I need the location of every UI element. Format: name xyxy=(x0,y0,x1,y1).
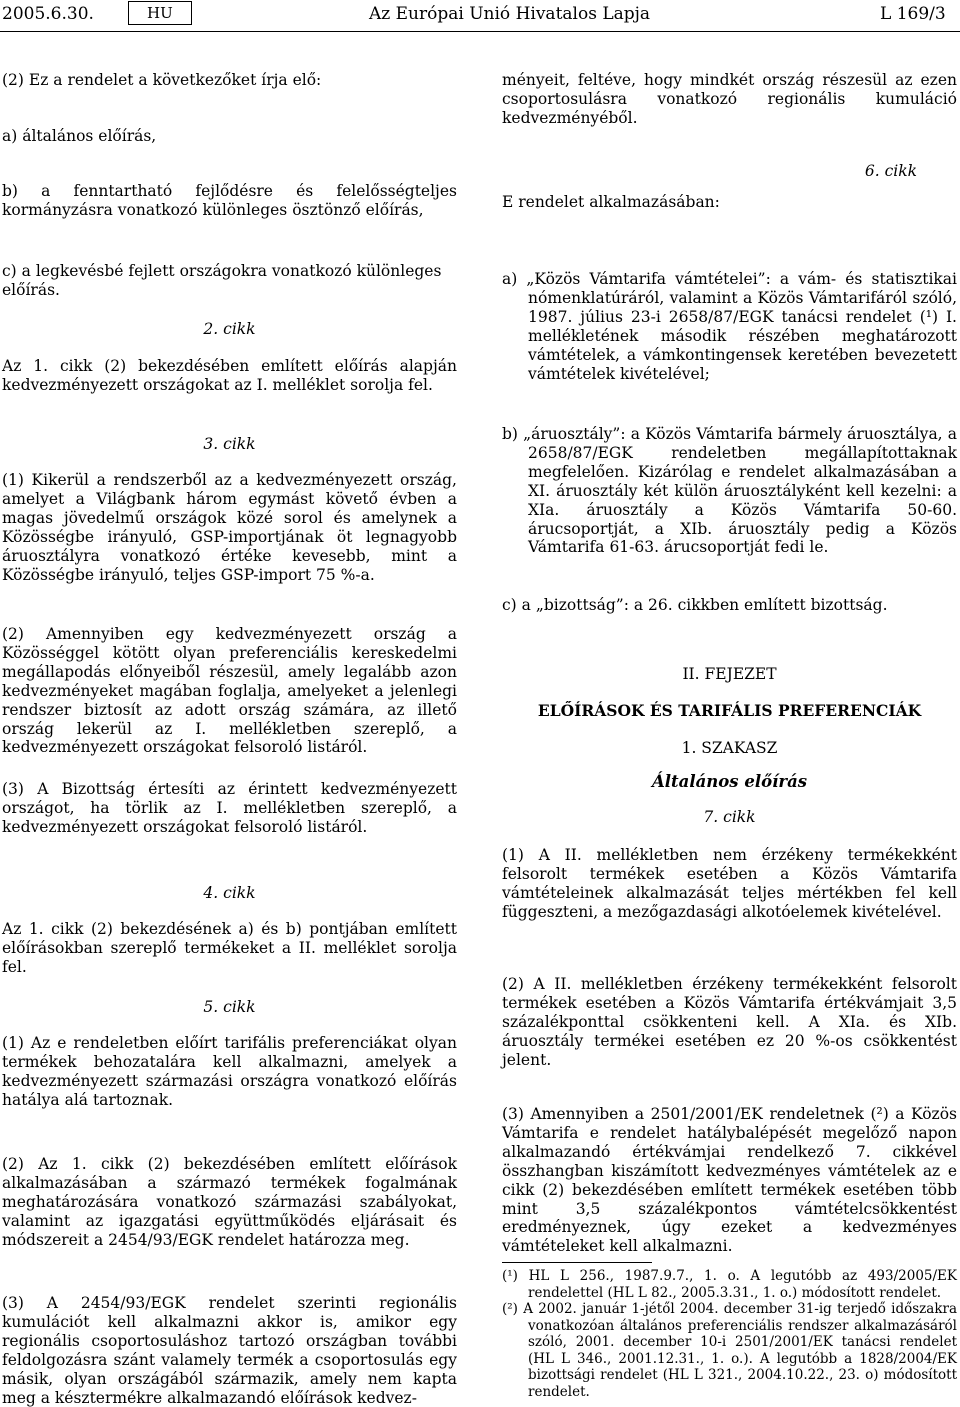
article-4-heading: 4. cikk xyxy=(203,884,256,902)
article-5-para-1: (1) Az e rendeletben előírt tarifális preferenciákat olyan termékek behozatalára kell alkalmazni, amelyek a kedvezményezett származási országra vonatkozó előírás hatálya alá tartoznak. xyxy=(2,1034,457,1109)
section-title: Általános előírás xyxy=(651,772,808,791)
journal-title: Az Európai Unió Hivatalos Lapja xyxy=(369,4,651,24)
left-col-b: b) a fenntartható fejlődésre és felelősségteljes kormányzásra vonatkozó különleges ösztönző előírás, xyxy=(2,182,457,219)
article-5-para-3: (3) A 2454/93/EGK rendelet szerinti regionális kumulációt kell alkalmazni akkor is, amikor egy regionális csoportosuláshoz tartozó országban további feldolgozásra szánt valamely termék a csoportosulás egy másik, olyan országából származik, amely nem kapta meg a késztermékre alkalmazandó előírások kedvez- xyxy=(2,1294,457,1407)
article-6-def-a: a) „Közös Vámtarifa vámtételei”: a vám- és statisztikai nómenklatúráról, valamint a Közös Vámtarifáról szóló, 1987. július 23-i 2658/87/EGK tanácsi rendelet (¹) I. mellékletének második részében meghatározott vámtételek, a vámkontingensek keretében bevezetett vámtételek kivételével; xyxy=(502,270,957,383)
article-7-para-1: (1) A II. mellékletben nem érzékeny termékekként felsorolt termékek esetében a Közös Vámtarifa vámtételeinek alkalmazását teljes mértékben fel kell függeszteni, a mezőgazdasági alkotóelemek kivételével. xyxy=(502,846,957,921)
article-3-para-1: (1) Kikerül a rendszerből az a kedvezményezett ország, amelyet a Világbank három egymást követő évben a magas jövedelmű országok közé sorol és amelynek a Közösségbe irányuló, GSP-importjának öt legnagyobb áruosztályra vonatkozó értéke kevesebb, mint a Közösségbe irányuló, teljes GSP-import 75 %-a. xyxy=(2,471,457,584)
language-badge: HU xyxy=(128,1,192,25)
article-6-def-b: b) „áruosztály”: a Közös Vámtarifa bármely áruosztálya, a 2658/87/EGK rendeletben megállapítottaknak megfelelően. Kizárólag e rendelet alkalmazásában a XI. áruosztály két külön áruosztályként kell kezelni: a XIa. áruosztály a Közös Vámtarifa 50-60. árucsoportját, a XIb. áruosztály pedig a Közös Vámtarifa 61-63. árucsoportját fedi le. xyxy=(502,425,957,557)
chapter-heading: II. FEJEZET xyxy=(682,665,777,683)
page-number: L 169/3 xyxy=(880,4,946,24)
article-5-heading: 5. cikk xyxy=(203,998,256,1016)
article-4-text: Az 1. cikk (2) bekezdésének a) és b) pontjában említett előírásokban szereplő termékeket a II. melléklet sorolja fel. xyxy=(2,920,457,976)
section-heading: 1. SZAKASZ xyxy=(681,739,778,757)
article-7-para-3: (3) Amennyiben a 2501/2001/EK rendeletnek (²) a Közös Vámtarifa e rendelet hatálybalépését megelőző napon alkalmazandó értékvámjai rendelkező 7. cikkével összhangban kiszámított kedvezményes vámtételek az e cikk (2) bekezdésében említett termékek esetében több mint 3,5 százalékpontos vámtételcsökkentést eredményeznek, úgy ezeket a kedvezményes vámtételeket kell alkalmazni. xyxy=(502,1105,957,1256)
left-col-a: a) általános előírás, xyxy=(2,127,157,145)
article-6-heading: 6. cikk xyxy=(864,162,917,180)
footnote-2: (²) A 2002. január 1-jétől 2004. december 31-ig terjedő időszakra vonatkozóan általános preferenciális rendszer alkalmazásáról szóló, 2001. december 10-i 2501/2001/EK tanácsi rendelet (HL L 346., 2001.12.31., 1. o.). A legutóbb a 1828/2004/EK bizottsági rendelet (HL L 321., 2004.10.22., 23. o) módosított rendelet. xyxy=(502,1301,957,1400)
article-3-para-2: (2) Amennyiben egy kedvezményezett ország a Közösséggel kötött olyan preferenciális kereskedelmi megállapodás előnyeiből részesül, amely legalább azon kedvezményeket magában foglalja, amelyeket a jelenlegi rendszer biztosít az adott ország számára, az illető ország lekerül az I. mellékletben szereplő, a kedvezményezett országokat felsoroló listáról. xyxy=(2,625,457,757)
article-3-para-3: (3) A Bizottság értesíti az érintett kedvezményezett országot, ha törlik az I. mellékletben szereplő, a kedvezményezett országokat felsoroló listáról. xyxy=(2,780,457,836)
right-col-continuation: ményeit, feltéve, hogy mindkét ország részesül az ezen csoportosulásra vonatkozó regionális kumuláció kedvezményéből. xyxy=(502,71,957,127)
article-2-text: Az 1. cikk (2) bekezdésében említett előírás alapján kedvezményezett országokat az I. melléklet sorolja fel. xyxy=(2,357,457,394)
chapter-title: ELŐÍRÁSOK ÉS TARIFÁLIS PREFERENCIÁK xyxy=(537,701,922,720)
article-5-para-2: (2) Az 1. cikk (2) bekezdésében említett előírások alkalmazásában a származó termékek fogalmának meghatározására vonatkozó származási szabályokat, valamint az igazgatási együttműködés eljárásait és módszereit a 2454/93/EGK rendelet határozza meg. xyxy=(2,1155,457,1249)
left-col-c: c) a legkevésbé fejlett országokra vonatkozó különleges előírás. xyxy=(2,262,442,299)
header-date: 2005.6.30. xyxy=(2,4,94,24)
article-6-def-c: c) a „bizottság”: a 26. cikkben említett bizottság. xyxy=(502,596,888,614)
page-header xyxy=(0,1,960,25)
article-7-para-2: (2) A II. mellékletben érzékeny termékekként felsorolt termékek esetében a Közös Vámtarifa értékvámjait 3,5 százalékponttal csökkenteni kell. A XIa. és XIb. áruosztály termékei esetében ez 20 %-os csökkentést jelent. xyxy=(502,975,957,1069)
article-3-heading: 3. cikk xyxy=(203,435,256,453)
footnote-rule xyxy=(502,1262,652,1263)
footnote-1: (¹) HL L 256., 1987.9.7., 1. o. A legutóbb az 493/2005/EK rendelettel (HL L 82., 2005.3.31., 1. o.) módosított rendelet. xyxy=(502,1268,957,1301)
article-6-intro: E rendelet alkalmazásában: xyxy=(502,193,720,211)
article-2-heading: 2. cikk xyxy=(203,320,256,338)
article-7-heading: 7. cikk xyxy=(703,808,756,826)
left-col-p1: (2) Ez a rendelet a következőket írja elő: xyxy=(2,71,322,89)
header-rule xyxy=(0,31,960,32)
